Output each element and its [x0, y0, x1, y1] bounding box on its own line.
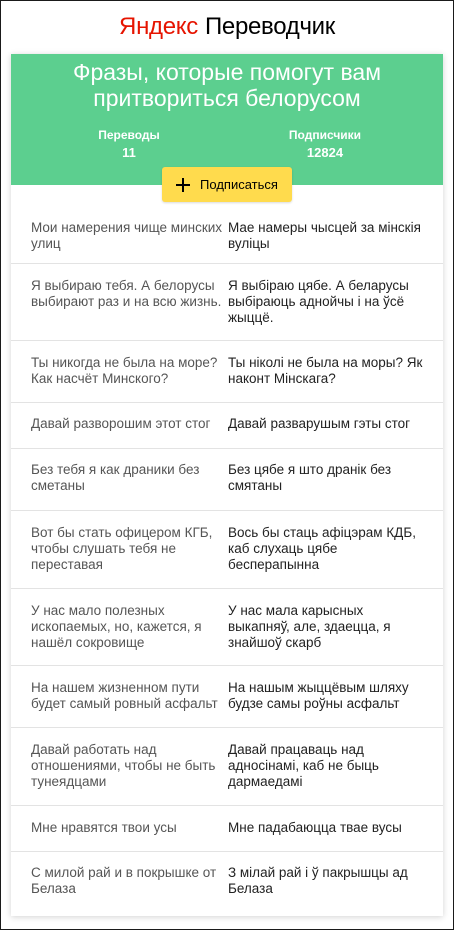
phrase-row[interactable]: [11, 728, 443, 806]
collection-card: [11, 54, 443, 916]
phrase-source: С милой рай и в покрышке от Белаза: [31, 865, 217, 896]
phrase-row[interactable]: [11, 666, 443, 728]
phrase-row[interactable]: [11, 209, 443, 264]
phrase-source: У нас мало полезных ископаемых, но, кажется, я нашёл сокровище: [31, 603, 202, 650]
phrase-row[interactable]: [11, 852, 443, 912]
collection-title: Фразы, которые помогут вам притвориться белорусом: [72, 59, 382, 111]
phrase-translation: Мне падабаюцца твае вусы: [228, 820, 402, 835]
phrase-row[interactable]: [11, 449, 443, 511]
phrase-row[interactable]: [11, 511, 443, 589]
yandex-translate-logo[interactable]: [119, 13, 335, 41]
phrase-source: Мои намерения чище минских улиц: [31, 220, 223, 251]
logo-brand: Яндекс: [119, 13, 198, 40]
phrase-source: Мне нравятся твои усы: [31, 820, 177, 835]
collection-header: [11, 54, 443, 192]
stat-value: 12824: [306, 145, 344, 160]
stat-value: 11: [122, 145, 136, 160]
phrase-row[interactable]: [11, 589, 443, 666]
phrase-translation: У нас мала карысных выкапняў, але, здаецца, я знайшоў скарб: [228, 603, 391, 650]
app-header: [1, 1, 453, 53]
phrase-list: [11, 209, 443, 912]
stat-translations: [69, 128, 189, 162]
phrase-source: Давай разворошим этот стог: [31, 416, 211, 431]
phrase-source: Без тебя я как драники без сметаны: [31, 462, 200, 493]
subscribe-button[interactable]: [162, 167, 292, 202]
stat-subscribers: [265, 128, 385, 162]
phrase-source: Давай работать над отношениями, чтобы не быть тунеядцами: [31, 742, 216, 789]
phrase-row[interactable]: [11, 403, 443, 449]
phrase-translation: Давай працаваць над адносінамі, каб не быць дармаедамі: [228, 742, 379, 789]
phrase-translation: Ты ніколі не была на моры? Як наконт Мінскага?: [228, 355, 423, 386]
phrase-translation: Вось бы стаць афіцэрам КДБ, каб слухаць цябе бесперапынна: [228, 525, 416, 572]
phrase-source: Вот бы стать офицером КГБ, чтобы слушать тебя не переставая: [31, 525, 213, 572]
stat-label: Подписчики: [288, 128, 362, 142]
phrase-translation: Я выбіраю цябе. А беларусы выбіраюць аднойчы і на ўсё жыццё.: [228, 278, 409, 325]
logo-product: Переводчик: [204, 13, 335, 40]
phrase-row[interactable]: [11, 341, 443, 403]
phrase-translation: На нашым жыццёвым шляху будзе самы роўны асфальт: [228, 680, 409, 711]
phrase-source: Я выбираю тебя. А белорусы выбирают раз и на всю жизнь.: [31, 278, 222, 309]
phrase-source: Ты никогда не была на море? Как насчёт Минского?: [31, 355, 218, 386]
collection-stats: [11, 128, 443, 162]
stat-label: Переводы: [98, 128, 160, 142]
phrase-row[interactable]: [11, 806, 443, 852]
phrase-translation: З мілай рай і ў пакрышцы ад Белаза: [228, 865, 408, 896]
plus-icon: [176, 178, 190, 192]
phrase-translation: Давай разварушым гэты стог: [228, 416, 411, 431]
phrase-row[interactable]: [11, 264, 443, 341]
subscribe-label: Подписаться: [200, 177, 278, 192]
phrase-translation: Мае намеры чысцей за мінскія вуліцы: [228, 220, 421, 251]
phrase-translation: Без цябе я што дранік без смятаны: [228, 462, 392, 493]
phrase-source: На нашем жизненном пути будет самый ровный асфальт: [31, 680, 218, 711]
